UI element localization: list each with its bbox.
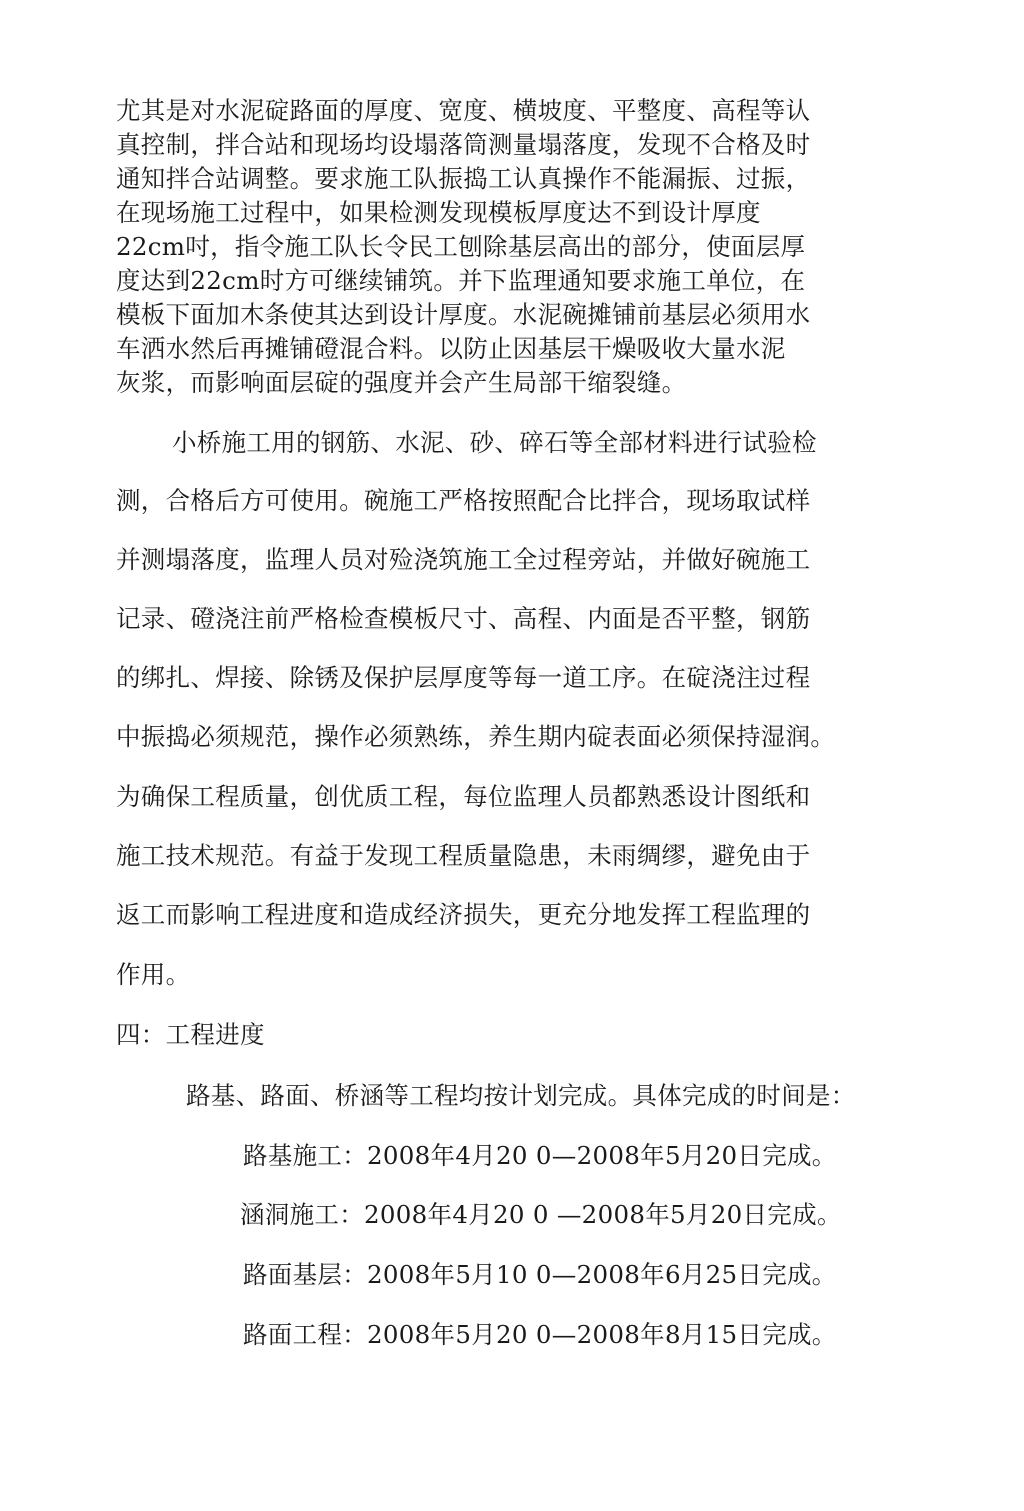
paragraph-line: 小桥施工用的钢筋、水泥、砂、碎石等全部材料进行试验检 <box>172 428 817 457</box>
paragraph-line: 施工技术规范。有益于发现工程质量隐患，未雨绸缪，避免由于 <box>116 841 811 870</box>
schedule-item: 路基施工：2008年4月20 0—2008年5月20日完成。 <box>243 1141 837 1170</box>
paragraph-line: 作用。 <box>116 960 191 989</box>
paragraph-line: 返工而影响工程进度和造成经济损失，更充分地发挥工程监理的 <box>116 900 811 929</box>
schedule-item: 路面基层：2008年5月10 0—2008年6月25日完成。 <box>243 1260 837 1289</box>
paragraph-line: 度达到22cm时方可继续铺筑。并下监理通知要求施工单位，在 <box>116 266 806 295</box>
schedule-intro: 路基、路面、桥涵等工程均按计划完成。具体完成的时间是： <box>186 1081 856 1110</box>
paragraph-line: 中振捣必须规范，操作必须熟练，养生期内碇表面必须保持湿润。 <box>116 722 836 751</box>
section-heading: 四：工程进度 <box>116 1020 265 1049</box>
paragraph-line: 模板下面加木条使其达到设计厚度。水泥碗摊铺前基层必须用水 <box>116 300 811 329</box>
paragraph-line: 的绑扎、焊接、除锈及保护层厚度等每一道工序。在碇浇注过程 <box>116 663 811 692</box>
paragraph-line: 在现场施工过程中，如果检测发现模板厚度达不到设计厚度 <box>116 198 761 227</box>
schedule-item: 涵洞施工：2008年4月20 0 —2008年5月20日完成。 <box>240 1200 842 1229</box>
paragraph-line: 尤其是对水泥碇路面的厚度、宽度、横坡度、平整度、高程等认 <box>116 96 811 125</box>
paragraph-line: 真控制，拌合站和现场均设塌落筒测量塌落度，发现不合格及时 <box>116 130 811 159</box>
paragraph-line: 记录、磴浇注前严格检查模板尺寸、高程、内面是否平整，钢筋 <box>116 604 811 633</box>
paragraph-line: 灰浆，而影响面层碇的强度并会产生局部干缩裂缝。 <box>116 368 687 397</box>
paragraph-line: 车洒水然后再摊铺磴混合料。以防止因基层干燥吸收大量水泥 <box>116 334 786 363</box>
schedule-item: 路面工程：2008年5月20 0—2008年8月15日完成。 <box>243 1320 837 1349</box>
paragraph-line: 为确保工程质量，创优质工程，每位监理人员都熟悉设计图纸和 <box>116 782 811 811</box>
paragraph-line: 并测塌落度，监理人员对殓浇筑施工全过程旁站，并做好碗施工 <box>116 545 811 574</box>
paragraph-line: 通知拌合站调整。要求施工队振捣工认真操作不能漏振、过振， <box>116 164 811 193</box>
paragraph-line: 22cm吋，指令施工队长令民工刨除基层高出的部分，使面层厚 <box>116 232 806 261</box>
paragraph-line: 测，合格后方可使用。碗施工严格按照配合比拌合，现场取试样 <box>116 486 811 515</box>
